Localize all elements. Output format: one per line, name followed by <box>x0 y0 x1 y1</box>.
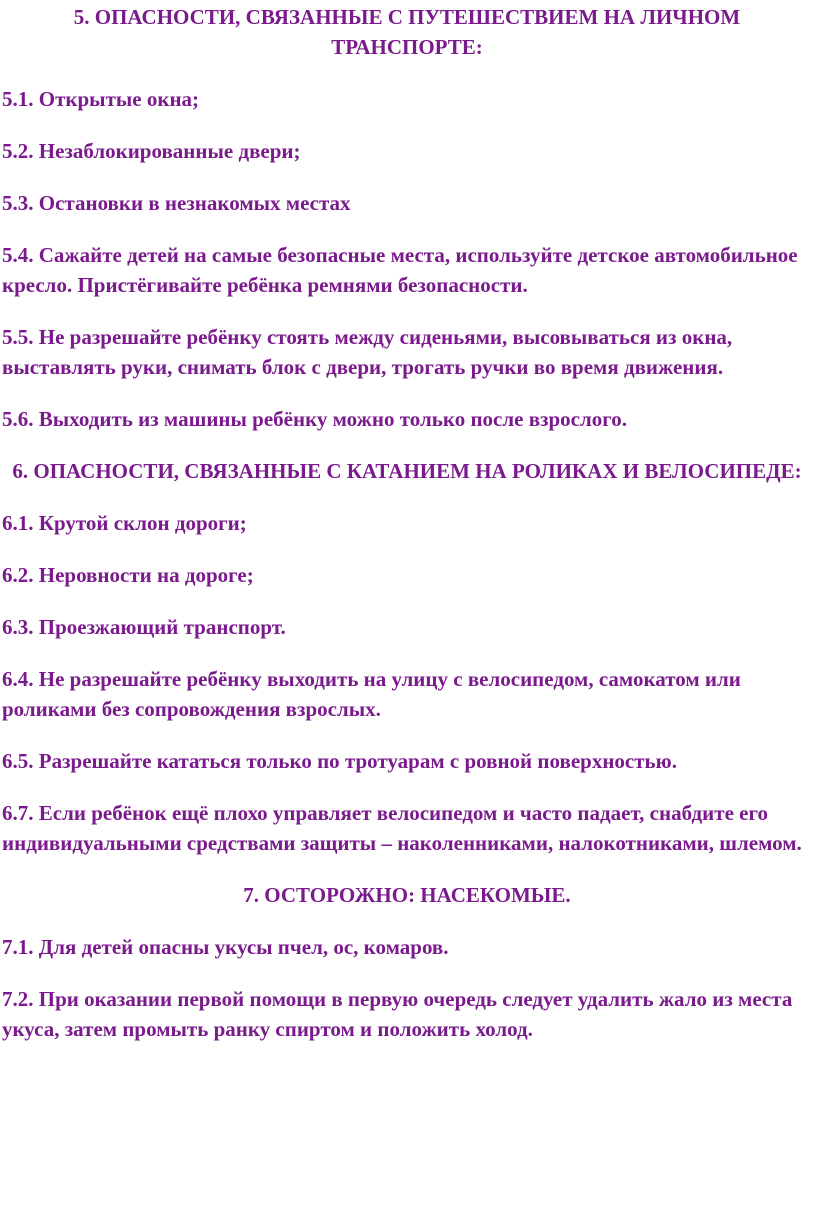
item-6-5: 6.5. Разрешайте кататься только по тротуарам с ровной поверхностью. <box>2 749 677 773</box>
section-6-heading: 6. ОПАСНОСТИ, СВЯЗАННЫЕ С КАТАНИЕМ НА РОЛИКАХ И ВЕЛОСИПЕДЕ: <box>12 459 802 483</box>
item-7-2: 7.2. При оказании первой помощи в первую очередь следует удалить жало из места укуса, затем промыть ранку спиртом и положить холод. <box>2 987 793 1041</box>
item-6-2: 6.2. Неровности на дороге; <box>2 563 254 587</box>
item-5-1: 5.1. Открытые окна; <box>2 87 200 111</box>
item-6-4: 6.4. Не разрешайте ребёнку выходить на улицу с велосипедом, самокатом или роликами без сопровождения взрослых. <box>2 667 741 721</box>
item-7-1: 7.1. Для детей опасны укусы пчел, ос, комаров. <box>2 935 449 959</box>
item-5-3: 5.3. Остановки в незнакомых местах <box>2 191 351 215</box>
item-5-4: 5.4. Сажайте детей на самые безопасные места, используйте детское автомобильное кресло. Пристёгивайте ребёнка ремнями безопасности. <box>2 243 798 297</box>
item-6-7: 6.7. Если ребёнок ещё плохо управляет велосипедом и часто падает, снабдите его индивидуальными средствами защиты – наколенниками, налокотниками, шлемом. <box>2 801 802 855</box>
item-5-2: 5.2. Незаблокированные двери; <box>2 139 301 163</box>
item-6-1: 6.1. Крутой склон дороги; <box>2 511 247 535</box>
item-5-5: 5.5. Не разрешайте ребёнку стоять между сиденьями, высовываться из окна, выставлять руки, снимать блок с двери, трогать ручки во время движения. <box>2 325 733 379</box>
section-7-heading: 7. ОСТОРОЖНО: НАСЕКОМЫЕ. <box>243 883 571 907</box>
section-5-heading: 5. ОПАСНОСТИ, СВЯЗАННЫЕ С ПУТЕШЕСТВИЕМ НА ЛИЧНОМ ТРАНСПОРТЕ: <box>73 5 741 59</box>
item-6-3: 6.3. Проезжающий транспорт. <box>2 615 286 639</box>
item-5-6: 5.6. Выходить из машины ребёнку можно только после взрослого. <box>2 407 628 431</box>
